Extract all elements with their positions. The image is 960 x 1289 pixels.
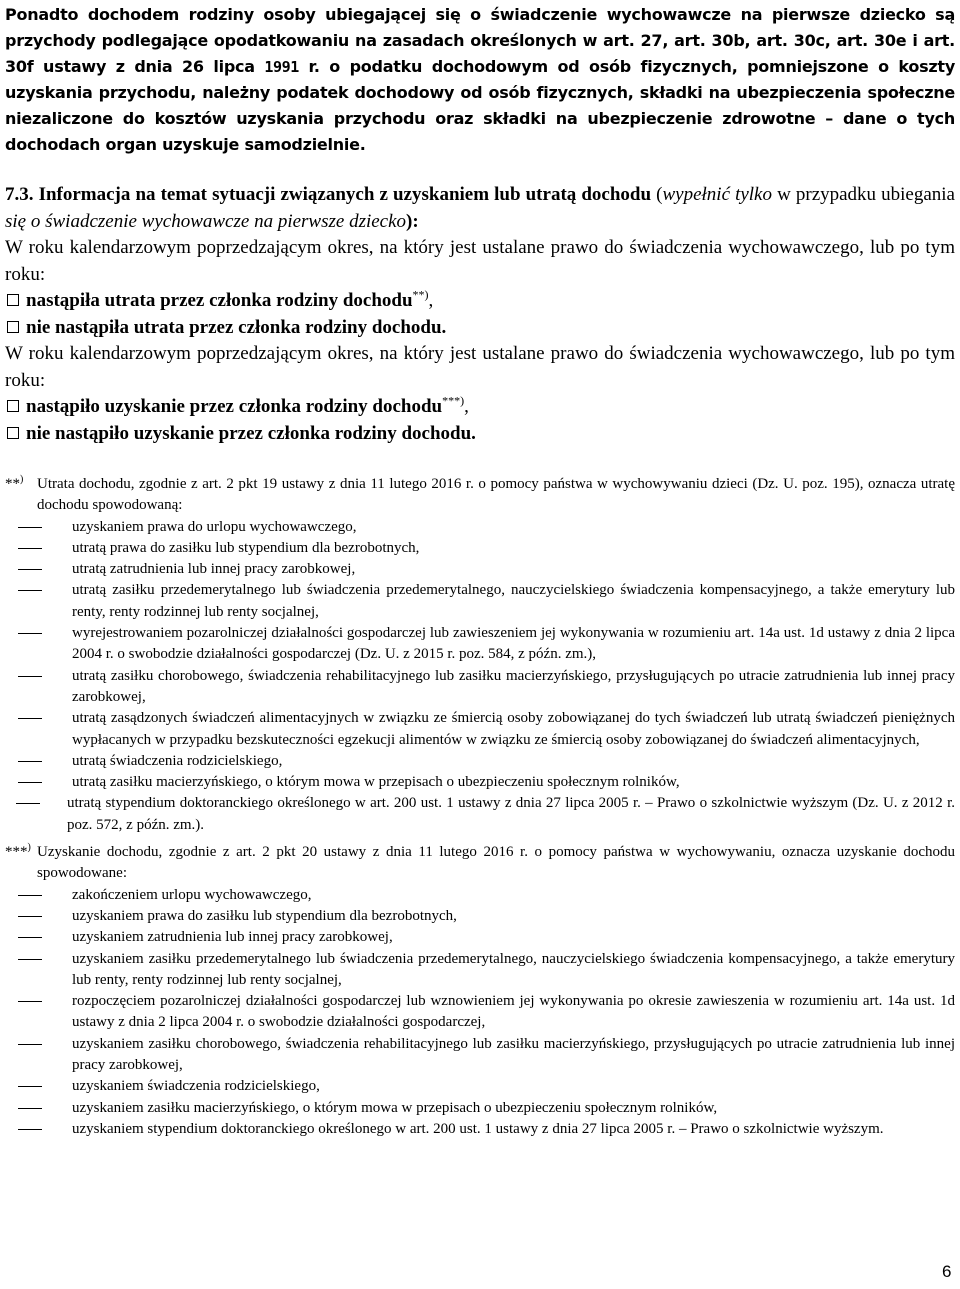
list-item-text: wyrejestrowaniem pozarolniczej działalności gospodarczej lub zawieszeniem jej wykonywania w rozumieniu art. 14a ust. 1d ustawy z dnia 2 lipca 2004 r. o swobodzie działalności gospodarczej (Dz. U. z 2015 r. poz. 584, z późn. zm.),	[72, 625, 955, 663]
list-item-text: uzyskaniem świadczenia rodzicielskiego,	[72, 1078, 320, 1095]
heading-mid: w przypadku ubiegania	[772, 184, 955, 205]
dash-bullet	[18, 1086, 42, 1087]
list-item	[5, 1119, 955, 1140]
list-item-text: uzyskaniem zasiłku macierzyńskiego, o którym mowa w przepisach o ubezpieczeniu społecznym rolników,	[72, 1099, 718, 1116]
list-item-text: zakończeniem urlopu wychowawczego,	[72, 886, 312, 903]
option-gain-yes	[5, 394, 955, 421]
list-item-text: uzyskaniem stypendium doktoranckiego określonego w art. 200 ust. 1 ustawy z dnia 27 lipca 2005 r. – Prawo o szkolnictwie wyższym.	[72, 1120, 884, 1137]
list-item	[5, 666, 955, 709]
footnote-loss-marker	[5, 469, 37, 495]
dash-bullet	[18, 548, 42, 549]
dash-bullet	[18, 1001, 42, 1002]
list-item	[5, 1076, 955, 1097]
footnote-gain-marker-stars: ***	[5, 844, 28, 861]
footnote-loss	[5, 469, 955, 517]
para-loss-intro: W roku kalendarzowym poprzedzającym okres, na który jest ustalane prawo do świadczenia wychowawczego, lub po tym roku:	[5, 237, 955, 285]
list-item	[5, 1098, 955, 1119]
checkbox-loss-no[interactable]	[7, 321, 19, 333]
para-gain-intro: W roku kalendarzowym poprzedzającym okres, na który jest ustalane prawo do świadczenia wychowawczego, lub po tym roku:	[5, 343, 955, 391]
option-loss-yes	[5, 288, 955, 315]
option-loss-yes-label: nastąpiła utrata przez członka rodziny dochodu	[26, 290, 413, 311]
list-item	[5, 623, 955, 666]
footnote-gain-list	[5, 885, 955, 1141]
dash-bullet	[18, 916, 42, 917]
option-loss-no-label: nie nastąpiła utrata przez członka rodziny dochodu.	[26, 316, 447, 338]
list-item	[5, 708, 955, 751]
section-heading	[5, 182, 955, 235]
checkbox-loss-yes[interactable]	[7, 294, 19, 306]
list-item	[5, 772, 955, 793]
footnote-gain-marker-paren: )	[27, 842, 31, 854]
list-item	[5, 538, 955, 559]
dash-bullet	[18, 782, 42, 783]
footnote-gain	[5, 837, 955, 885]
page-number: 6	[942, 1262, 952, 1281]
list-item	[5, 793, 955, 836]
footnote-loss-text: Utrata dochodu, zgodnie z art. 2 pkt 19 ustawy z dnia 11 lutego 2016 r. o pomocy państwa w wychowywaniu dzieci (Dz. U. poz. 195), oznacza utratę dochodu spowodowaną:	[37, 476, 955, 514]
list-item-text: utratą stypendium doktoranckiego określonego w art. 200 ust. 1 ustawy z dnia 27 lipca 2005 r. – Prawo o szkolnictwie wyższym (Dz. U. z 2012 r. poz. 572, z późn. zm.).	[67, 795, 955, 833]
footnote-marker-1: **)	[412, 287, 429, 302]
intro-text-1: Ponadto dochodem rodziny osoby ubiegającej się o świadczenie wychowawcze na pierwsze dziecko są przychody podlegające opodatkowaniu na zasadach określonych w art. 27, art. 30b, art. 30c, art. 30e i art. 30f ustawy z dnia 26 lipca	[5, 5, 955, 76]
section-heading-bold: 7.3. Informacja na temat sytuacji związanych z uzyskaniem lub utratą dochodu	[5, 184, 652, 205]
list-item-text: utratą świadczenia rodzicielskiego,	[72, 752, 283, 769]
footnote-loss-marker-stars: **	[5, 476, 20, 492]
option-gain-yes-label: nastąpiło uzyskanie przez członka rodziny dochodu	[26, 396, 443, 417]
heading-italic-1: wypełnić tylko	[662, 184, 772, 205]
section-7-3	[5, 182, 955, 447]
dash-bullet	[18, 1044, 42, 1045]
footnote-gain-marker	[5, 837, 37, 863]
footnote-marker-2: ***)	[442, 393, 465, 408]
list-item	[5, 580, 955, 623]
list-item-text: utratą zasiłku przedemerytalnego lub świadczenia przedemerytalnego, nauczycielskiego świadczenia kompensacyjnego, a także emerytury lub renty, renty rodzinnej lub renty socjalnej,	[72, 582, 955, 620]
list-item	[5, 927, 955, 948]
option-gain-no-label: nie nastąpiło uzyskanie przez członka rodziny dochodu.	[26, 422, 476, 444]
dash-bullet	[16, 803, 40, 804]
list-item	[5, 559, 955, 580]
footnote-loss-marker-paren: )	[20, 474, 24, 485]
dash-bullet	[18, 1129, 42, 1130]
heading-italic-2: się o świadczenie wychowawcze na pierwsze dziecko	[5, 210, 407, 232]
option-gain-no	[5, 421, 955, 448]
heading-paren-close: ):	[406, 210, 419, 232]
footnotes	[5, 469, 955, 1140]
dash-bullet	[18, 527, 42, 528]
dash-bullet	[18, 761, 42, 762]
dash-bullet	[18, 590, 42, 591]
list-item-text: uzyskaniem zatrudnienia lub innej pracy zarobkowej,	[72, 929, 393, 946]
checkbox-gain-no[interactable]	[7, 427, 19, 439]
list-item-text: uzyskaniem zasiłku przedemerytalnego lub świadczenia przedemerytalnego, nauczycielskiego świadczenia kompensacyjnego, a także emerytury lub renty, renty rodzinnej lub renty socjalnej,	[72, 950, 955, 988]
checkbox-gain-yes[interactable]	[7, 400, 19, 412]
dash-bullet	[18, 569, 42, 570]
list-item-text: rozpoczęciem pozarolniczej działalności gospodarczej lub wznowieniem jej wykonywania po okresie zawieszenia w rozumieniu art. 14a ust. 1d ustawy z dnia 2 lipca 2004 r. o swobodzie działalności gospodarczej,	[72, 993, 955, 1031]
option-loss-no	[5, 315, 955, 342]
list-item	[5, 517, 955, 538]
dash-bullet	[18, 718, 42, 719]
dash-bullet	[18, 676, 42, 677]
dash-bullet	[18, 1108, 42, 1109]
list-item	[5, 1034, 955, 1077]
option-loss-yes-tail: ,	[428, 290, 434, 311]
dash-bullet	[18, 959, 42, 960]
list-item-text: uzyskaniem prawa do zasiłku lub stypendium dla bezrobotnych,	[72, 907, 457, 924]
list-item-text: uzyskaniem zasiłku chorobowego, świadczenia rehabilitacyjnego lub zasiłku macierzyńskiego, przysługujących po utracie zatrudnienia lub innej pracy zarobkowej,	[72, 1035, 955, 1074]
list-item	[5, 885, 955, 906]
intro-paragraph	[5, 2, 955, 158]
footnote-loss-list	[5, 517, 955, 836]
option-gain-yes-tail: ,	[464, 396, 469, 417]
heading-paren-open: (	[651, 184, 663, 205]
list-item	[5, 991, 955, 1034]
list-item	[5, 949, 955, 992]
intro-year: 1991	[264, 58, 299, 76]
list-item-text: utratą zasiłku chorobowego, świadczenia rehabilitacyjnego lub zasiłku macierzyńskiego, przysługujących po utracie zatrudnienia lub innej pracy zarobkowej,	[72, 667, 955, 705]
list-item	[5, 906, 955, 927]
intro-text-2: r. o podatku dochodowym od osób fizycznych, pomniejszone o koszty uzyskania przychodu, należny podatek dochodowy od osób fizycznych, składki na ubezpieczenia społeczne niezaliczone do kosztów uzyskania przychodu oraz składki na ubezpieczenie zdrowotne – dane o tych dochodach organ uzyskuje samodzielnie.	[5, 57, 956, 154]
list-item-text: utratą zasądzonych świadczeń alimentacyjnych w związku ze śmiercią osoby zobowiązanej do tych świadczeń lub utratą świadczeń pieniężnych wypłacanych w przypadku bezskuteczności egzekucji alimentów w związku ze śmiercią osoby zobowiązanej do świadczeń alimentacyjnych,	[72, 710, 955, 748]
footnote-gain-text: Uzyskanie dochodu, zgodnie z art. 2 pkt 20 ustawy z dnia 11 lutego 2016 r. o pomocy państwa w wychowywaniu, oznacza uzyskanie dochodu spowodowane:	[37, 844, 955, 882]
list-item-text: utratą zasiłku macierzyńskiego, o którym mowa w przepisach o ubezpieczeniu społecznym rolników,	[72, 774, 680, 791]
list-item-text: uzyskaniem prawa do urlopu wychowawczego,	[72, 518, 357, 535]
dash-bullet	[18, 633, 42, 634]
dash-bullet	[18, 937, 42, 938]
dash-bullet	[18, 895, 42, 896]
list-item-text: utratą prawa do zasiłku lub stypendium dla bezrobotnych,	[72, 539, 420, 556]
list-item	[5, 751, 955, 772]
list-item-text: utratą zatrudnienia lub innej pracy zarobkowej,	[72, 561, 356, 578]
